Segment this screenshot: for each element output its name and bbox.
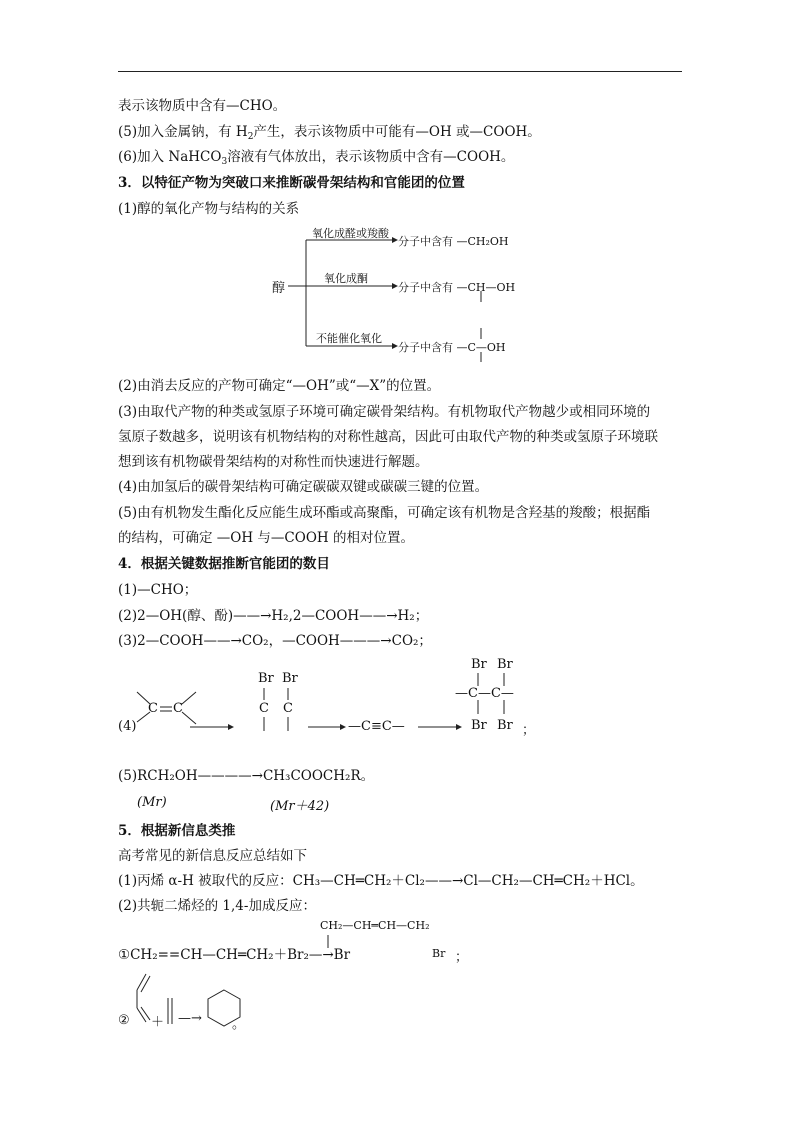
alkene-carbon: C — [173, 701, 183, 716]
semicolon: ； — [455, 950, 469, 965]
item-label: (4) — [118, 719, 137, 734]
text-line: (2)由消去反应的产物可确定“—OH”或“—X”的位置。 — [118, 378, 441, 394]
bromine-label: Br — [497, 718, 513, 733]
text-line: (5)由有机物发生酯化反应能生成环酯或高聚酯，可确定该有机物是含羟基的羧酸；根据酯 — [118, 505, 651, 521]
text-line: (1)醇的氧化产物与结构的关系 — [118, 201, 300, 217]
text-line: (4)由加氢后的碳骨架结构可确定碳碳双键或碳碳三键的位置。 — [118, 479, 489, 495]
mass-label: (Mr＋42) — [270, 799, 330, 814]
text-line: (6)加入 NaHCO$_3$溶液有气体放出，表示该物质中含有—COOH。 — [118, 149, 515, 167]
section-heading: 4．根据关键数据推断官能团的数目 — [118, 556, 330, 572]
result-label: 分子中含有 —CH—OH — [398, 281, 516, 294]
section-heading: 3．以特征产物为突破口来推断碳骨架结构和官能团的位置 — [118, 175, 465, 191]
plus-sign: ＋ — [151, 1015, 165, 1030]
product-top: CH₂—CH═CH—CH₂ — [320, 919, 430, 932]
mass-label: (Mr) — [137, 795, 167, 810]
chain-label: —C—C— — [455, 686, 514, 701]
semicolon: ； — [522, 723, 536, 738]
text-line: (1)—CHO； — [118, 582, 198, 598]
period: 。 — [232, 1017, 246, 1032]
result-label: 分子中含有 —C—OH — [398, 341, 506, 354]
text-line: 表示该物质中含有—CHO。 — [118, 98, 287, 114]
alcohol-label: 醇 — [272, 281, 286, 296]
text-line: 氢原子数越多，说明该有机物结构的对称性越高，因此可由取代产物的种类或氢原子环境联 — [118, 429, 658, 445]
carbon-label: C — [259, 701, 269, 716]
section-heading: 5．根据新信息类推 — [118, 823, 236, 839]
alkene-carbon: C — [148, 701, 158, 716]
bromine-label: Br — [432, 947, 446, 960]
reaction-arrow: —→ — [178, 1011, 202, 1026]
condition-label: 氧化成酮 — [324, 272, 368, 285]
alkyne-label: —C≡C— — [348, 719, 405, 734]
bromine-label: Br — [497, 657, 513, 672]
text-line: (3)2—COOH——→CO₂，—COOH———→CO₂； — [118, 633, 432, 649]
text-line: (1)丙烯 α-H 被取代的反应：CH₃—CH═CH₂＋Cl₂——→Cl—CH₂—CH═CH₂＋HCl。 — [118, 873, 644, 889]
bromine-label: Br — [471, 657, 487, 672]
text-line: (2)2—OH(醇、酚)——→H₂,2—COOH——→H₂； — [118, 608, 429, 624]
text-line: (2)共轭二烯烃的 1,4-加成反应： — [118, 898, 316, 914]
condition-label: 不能催化氧化 — [316, 332, 382, 345]
text-line: 的结构，可确定 —OH 与—COOH 的相对位置。 — [118, 530, 414, 546]
bromine-label: Br — [258, 671, 274, 686]
text-line: (3)由取代产物的种类或氢原子环境可确定碳骨架结构。有机物取代产物越少或相同环境的 — [118, 404, 651, 420]
bromine-label: Br — [471, 718, 487, 733]
text-line: (5)加入金属钠，有 $H_2$产生，表示该物质中可能有—OH 或—COOH。 — [118, 124, 541, 142]
condition-label: 氧化成醛或羧酸 — [312, 227, 389, 240]
text-line: 高考常见的新信息反应总结如下 — [118, 848, 307, 864]
result-label: 分子中含有 —CH₂OH — [398, 235, 509, 248]
text-line: 想到该有机物碳骨架结构的对称性而快速进行解题。 — [118, 454, 429, 470]
text-line: (5)RCH₂OH————→CH₃COOCH₂R。 — [118, 768, 375, 784]
item-label: ② — [118, 1013, 130, 1028]
bromine-label: Br — [282, 671, 298, 686]
reaction-line: ①CH₂==CH—CH═CH₂＋Br₂—→Br — [118, 947, 351, 963]
carbon-label: C — [283, 701, 293, 716]
